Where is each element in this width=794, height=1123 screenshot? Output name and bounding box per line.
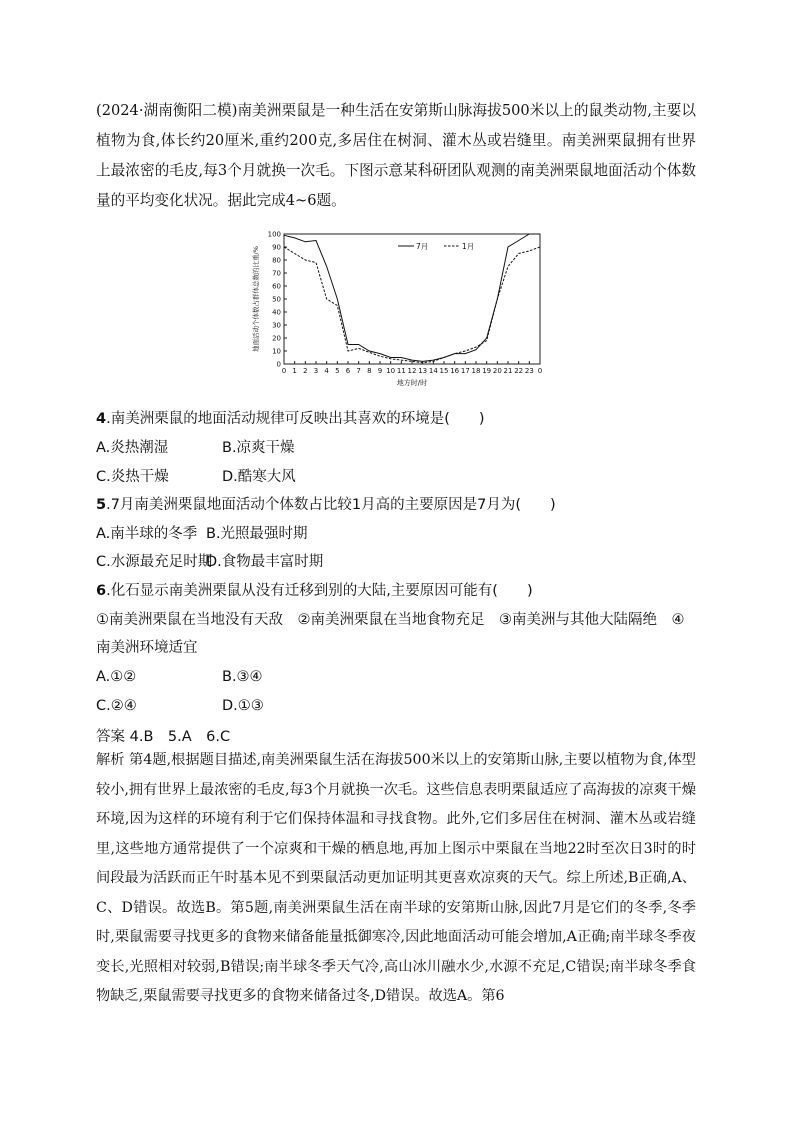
x-tick-label: 0: [537, 367, 543, 375]
x-tick-label: 21: [503, 367, 513, 375]
x-tick-label: 16: [450, 367, 460, 375]
y-tick-label: 60: [272, 282, 281, 291]
series-line-january: [284, 247, 540, 363]
question-6-statements-line1: ①南美洲栗鼠在当地没有天敌 ②南美洲栗鼠在当地食物充足 ③南美洲与其他大陆隔绝 ④: [96, 612, 685, 628]
x-tick-label: 17: [460, 367, 470, 375]
option-6c[interactable]: C.②④: [96, 698, 137, 714]
x-tick-label: 13: [418, 367, 428, 375]
x-tick-label: 6: [345, 367, 351, 375]
question-5: [96, 495, 556, 515]
y-tick-label: 70: [272, 269, 281, 278]
series-line-july: [284, 234, 540, 361]
y-tick-label: 100: [267, 230, 281, 239]
analysis-label: 解析: [96, 752, 125, 768]
y-axis-label: 地面活动个体数占群体总数的比重/%: [252, 246, 260, 352]
option-5b[interactable]: B.光照最强时期: [206, 526, 308, 542]
x-tick-label: 0: [281, 367, 287, 375]
y-tick-label: 10: [272, 347, 281, 356]
x-tick-label: 8: [367, 367, 372, 375]
option-6d[interactable]: D.①③: [222, 698, 264, 714]
x-tick-label: 2: [303, 367, 308, 375]
option-4c[interactable]: C.炎热干燥: [96, 469, 169, 485]
y-tick-label: 80: [272, 256, 281, 265]
x-tick-label: 7: [356, 367, 361, 375]
question-4: [96, 409, 485, 429]
x-tick-label: 1: [292, 367, 297, 375]
x-tick-label: 10: [386, 367, 396, 375]
y-tick-label: 50: [272, 295, 281, 304]
x-tick-label: 9: [377, 367, 383, 375]
x-tick-label: 18: [471, 367, 481, 375]
legend-label: 1月: [462, 242, 475, 251]
option-5d[interactable]: D.食物最丰富时期: [206, 554, 324, 570]
option-5c[interactable]: C.水源最充足时期: [96, 554, 213, 570]
question-number: 6: [96, 583, 107, 599]
option-4d[interactable]: D.酷寒大风: [222, 469, 296, 485]
x-tick-label: 4: [324, 367, 329, 375]
option-6a[interactable]: A.①②: [96, 669, 137, 685]
x-tick-label: 12: [407, 367, 417, 375]
option-4a[interactable]: A.炎热潮湿: [96, 440, 169, 456]
y-tick-label: 90: [272, 243, 281, 252]
option-6b[interactable]: B.③④: [222, 669, 263, 685]
legend-label: 7月: [416, 242, 429, 251]
x-tick-label: 11: [396, 367, 406, 375]
x-tick-label: 5: [335, 367, 340, 375]
x-tick-label: 22: [514, 367, 524, 375]
intro-paragraph: (2024·湖南衡阳二模)南美洲栗鼠是一种生活在安第斯山脉海拔500米以上的鼠类动物,主要以植物为食,体长约20厘米,重约200克,多居住在树洞、灌木丛或岩缝里。南美洲栗鼠拥有世界上最浓密的毛皮,每3个月就换一次毛。下图示意某科研团队观测的南美洲栗鼠地面活动个体数量的平均变化状况。据此完成4~6题。: [96, 102, 696, 209]
activity-line-chart: [248, 222, 548, 394]
y-tick-label: 20: [272, 334, 281, 343]
answer-line: [96, 727, 230, 747]
y-tick-label: 0: [276, 360, 281, 369]
question-6-statements-line2: 南美洲环境适宜: [96, 640, 198, 656]
x-tick-label: 14: [428, 367, 438, 375]
x-tick-label: 15: [439, 367, 449, 375]
answer-text: 4.B 5.A 6.C: [129, 729, 231, 745]
question-stem: .7月南美洲栗鼠地面活动个体数占比较1月高的主要原因是7月为( ): [106, 497, 556, 513]
y-tick-label: 40: [272, 308, 281, 317]
answer-label: 答案: [96, 729, 125, 745]
x-tick-label: 19: [482, 367, 492, 375]
question-stem: .化石显示南美洲栗鼠从没有迁移到别的大陆,主要原因可能有( ): [106, 583, 533, 599]
x-tick-label: 23: [524, 367, 534, 375]
question-stem: .南美洲栗鼠的地面活动规律可反映出其喜欢的环境是( ): [106, 411, 485, 427]
question-6: [96, 581, 533, 601]
y-tick-label: 30: [272, 321, 281, 330]
question-number: 4: [96, 411, 107, 427]
question-number: 5: [96, 497, 107, 513]
analysis-text: 第4题,根据题目描述,南美洲栗鼠生活在海拔500米以上的安第斯山脉,主要以植物为食,体型较小,拥有世界上最浓密的毛皮,每3个月就换一次毛。这些信息表明栗鼠适应了高海拔的凉爽干燥环境,因为这样的环境有利于它们保持体温和寻找食物。此外,它们多居住在树洞、灌木丛或岩缝里,这些地方通常提供了一个凉爽和干燥的栖息地,再加上图示中栗鼠在当地22时至次日3时的时间段最为活跃而正午时基本见不到栗鼠活动更加证明其更喜欢凉爽的天气。综上所述,B正确,A、C、D错误。故选B。第5题,南美洲栗鼠生活在南半球的安第斯山脉,因此7月是它们的冬季,冬季时,栗鼠需要寻找更多的食物来储备能量抵御寒冷,因此地面活动可能会增加,A正确;南半球冬季夜变长,光照相对较弱,B错误;南半球冬季天气冷,高山冰川融水少,水源不充足,C错误;南半球冬季食物缺乏,栗鼠需要寻找更多的食物来储备过冬,D错误。故选A。第6: [96, 752, 696, 1004]
x-axis-label: 地方时/时: [396, 379, 428, 387]
plot-frame: [284, 234, 540, 364]
chart-svg: [248, 222, 548, 394]
option-4b[interactable]: B.凉爽干燥: [222, 440, 295, 456]
option-5a[interactable]: A.南半球的冬季: [96, 526, 198, 542]
x-tick-label: 3: [313, 367, 319, 375]
x-tick-label: 20: [492, 367, 502, 375]
analysis-paragraph: [96, 746, 696, 1012]
